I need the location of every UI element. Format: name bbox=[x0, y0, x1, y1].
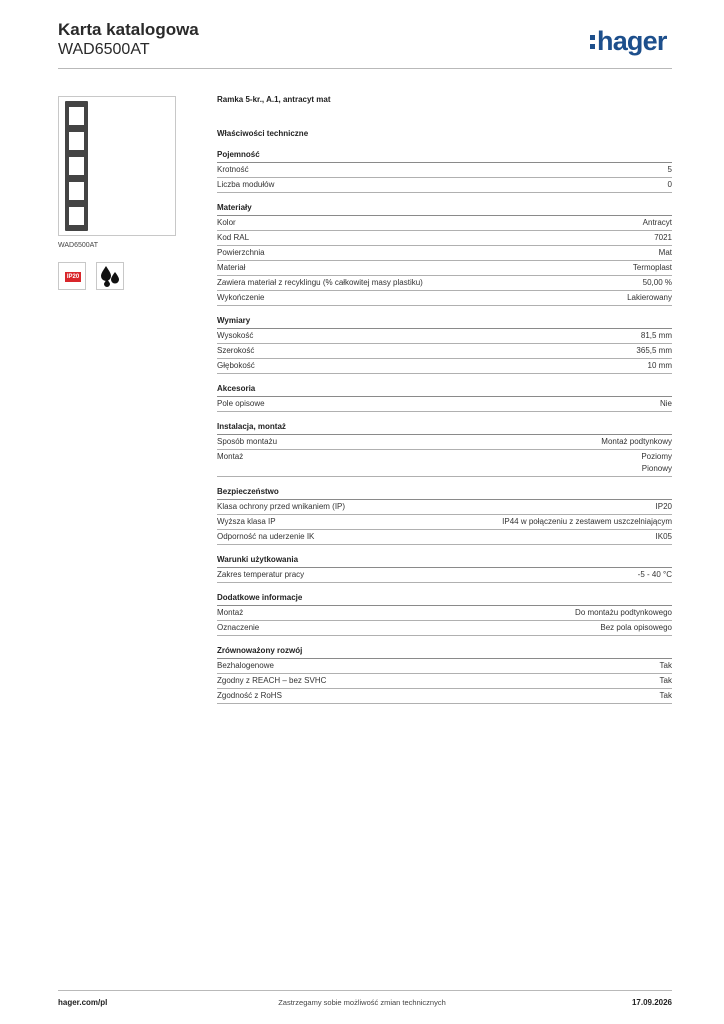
spec-value: Tak bbox=[659, 676, 672, 685]
spec-row bbox=[217, 568, 672, 583]
spec-value-cell bbox=[660, 675, 672, 687]
spec-value: IP20 bbox=[655, 502, 672, 511]
section-title: Właściwości techniczne bbox=[217, 129, 309, 138]
spec-value-cell bbox=[636, 345, 672, 357]
spec-value-cell bbox=[648, 360, 672, 372]
spec-value: 0 bbox=[667, 180, 672, 189]
spec-row bbox=[217, 178, 672, 193]
spec-value-cell bbox=[654, 232, 672, 244]
footer-website: hager.com/pl bbox=[58, 998, 108, 1007]
specification-area bbox=[217, 94, 672, 704]
spec-value: 50,00 % bbox=[642, 278, 672, 287]
spec-row bbox=[217, 291, 672, 306]
spec-value-cell bbox=[656, 501, 672, 513]
spec-value-cell bbox=[660, 660, 672, 672]
spec-value: 10 mm bbox=[647, 361, 672, 370]
spec-value: -5 - 40 °C bbox=[637, 570, 672, 579]
spec-value: Tak bbox=[659, 661, 672, 670]
spec-value-cell bbox=[668, 179, 672, 191]
spec-group bbox=[217, 383, 672, 412]
spec-value: Termoplast bbox=[632, 263, 672, 272]
spec-label: Wyższa klasa IP bbox=[217, 517, 276, 526]
spec-group bbox=[217, 421, 672, 477]
spec-label: Klasa ochrony przed wnikaniem (IP) bbox=[217, 502, 346, 511]
spec-value-cell bbox=[638, 569, 672, 581]
spec-value: IK05 bbox=[655, 532, 672, 541]
spec-row bbox=[217, 515, 672, 530]
spec-label: Bezhalogenowe bbox=[217, 661, 274, 670]
spec-groups bbox=[217, 149, 672, 704]
spec-label: Montaż bbox=[217, 608, 244, 617]
spec-group bbox=[217, 149, 672, 193]
hager-logo bbox=[590, 26, 667, 56]
spec-label: Zgodny z REACH – bez SVHC bbox=[217, 676, 327, 685]
spec-label: Montaż bbox=[217, 452, 244, 461]
spec-row bbox=[217, 530, 672, 545]
footer-date: 17.09.2026 bbox=[631, 998, 672, 1007]
spec-value-cell bbox=[633, 262, 672, 274]
spec-row bbox=[217, 344, 672, 359]
frame-5-gang-icon bbox=[65, 101, 88, 231]
spec-label: Głębokość bbox=[217, 361, 255, 370]
spec-row bbox=[217, 276, 672, 291]
spec-value: Mat bbox=[658, 248, 672, 257]
spec-group bbox=[217, 315, 672, 374]
spec-value-cell bbox=[627, 292, 672, 304]
document-header bbox=[58, 20, 199, 59]
spec-label: Kolor bbox=[217, 218, 236, 227]
spec-row bbox=[217, 621, 672, 636]
spec-value-cell bbox=[502, 516, 672, 528]
spec-label: Zakres temperatur pracy bbox=[217, 570, 305, 579]
spec-row bbox=[217, 674, 672, 689]
spec-value: Poziomy bbox=[641, 452, 672, 461]
spec-label: Kod RAL bbox=[217, 233, 250, 242]
spec-label: Krotność bbox=[217, 165, 249, 174]
spec-group bbox=[217, 645, 672, 704]
spec-value-cell bbox=[601, 436, 672, 448]
product-name: Ramka 5-kr., A.1, antracyt mat bbox=[217, 95, 331, 104]
spec-row bbox=[217, 163, 672, 178]
spec-label: Liczba modułów bbox=[217, 180, 275, 189]
spec-value-cell bbox=[600, 622, 672, 634]
spec-value: 5 bbox=[667, 165, 672, 174]
spec-value: Tak bbox=[659, 691, 672, 700]
group-title: Zrównoważony rozwój bbox=[217, 645, 672, 659]
spec-value-cell bbox=[575, 607, 672, 619]
spec-row bbox=[217, 231, 672, 246]
spec-value-cell bbox=[660, 690, 672, 702]
group-title: Dodatkowe informacje bbox=[217, 592, 672, 606]
spec-row bbox=[217, 450, 672, 477]
spec-row bbox=[217, 689, 672, 704]
group-title: Bezpieczeństwo bbox=[217, 486, 672, 500]
spec-label: Oznaczenie bbox=[217, 623, 260, 632]
spec-value: 365,5 mm bbox=[636, 346, 672, 355]
spec-row bbox=[217, 435, 672, 450]
spec-value-cell bbox=[660, 398, 672, 410]
ip20-icon bbox=[58, 262, 86, 290]
spec-value-cell bbox=[659, 247, 672, 259]
spec-label: Zawiera materiał z recyklingu (% całkowitej masy plastiku) bbox=[217, 278, 423, 287]
spec-label: Wysokość bbox=[217, 331, 254, 340]
spec-value: 7021 bbox=[654, 233, 672, 242]
spec-label: Zgodność z RoHS bbox=[217, 691, 282, 700]
spec-group bbox=[217, 202, 672, 306]
spec-value-secondary: Pionowy bbox=[641, 464, 672, 473]
product-image bbox=[58, 96, 176, 236]
footer-divider bbox=[58, 990, 672, 991]
spec-row bbox=[217, 359, 672, 374]
group-title: Pojemność bbox=[217, 149, 672, 163]
spec-value: Do montażu podtynkowego bbox=[575, 608, 672, 617]
spec-row bbox=[217, 329, 672, 344]
spec-label: Sposób montażu bbox=[217, 437, 278, 446]
spec-value: 81,5 mm bbox=[640, 331, 672, 340]
spec-label: Wykończenie bbox=[217, 293, 265, 302]
spec-value-cell bbox=[656, 531, 672, 543]
spec-label: Szerokość bbox=[217, 346, 255, 355]
header-divider bbox=[58, 68, 672, 69]
group-title: Akcesoria bbox=[217, 383, 672, 397]
spec-row bbox=[217, 261, 672, 276]
spec-label: Powierzchnia bbox=[217, 248, 265, 257]
spec-label: Materiał bbox=[217, 263, 246, 272]
water-drops-icon bbox=[96, 262, 124, 290]
logo-text: hager bbox=[597, 26, 667, 56]
spec-value: Antracyt bbox=[642, 218, 672, 227]
group-title: Instalacja, montaż bbox=[217, 421, 672, 435]
spec-row bbox=[217, 397, 672, 412]
spec-value: Montaż podtynkowy bbox=[601, 437, 672, 446]
group-title: Materiały bbox=[217, 202, 672, 216]
spec-value: Bez pola opisowego bbox=[600, 623, 672, 632]
spec-value-cell bbox=[643, 217, 672, 229]
spec-row bbox=[217, 246, 672, 261]
spec-group bbox=[217, 554, 672, 583]
group-title: Warunki użytkowania bbox=[217, 554, 672, 568]
spec-row bbox=[217, 659, 672, 674]
spec-label: Pole opisowe bbox=[217, 399, 265, 408]
spec-value-cell bbox=[668, 164, 672, 176]
footer-disclaimer: Zastrzegamy sobie możliwość zmian technicznych bbox=[278, 998, 446, 1007]
spec-value-cell bbox=[643, 277, 672, 289]
spec-value: IP44 w połączeniu z zestawem uszczelniającym bbox=[502, 517, 672, 526]
spec-value-cell bbox=[641, 330, 672, 342]
spec-value: Nie bbox=[659, 399, 672, 408]
spec-row bbox=[217, 500, 672, 515]
group-title: Wymiary bbox=[217, 315, 672, 329]
spec-row bbox=[217, 216, 672, 231]
spec-group bbox=[217, 592, 672, 636]
document-title: Karta katalogowa bbox=[58, 20, 199, 39]
spec-value-cell bbox=[641, 451, 672, 475]
logo-dots-icon bbox=[590, 33, 595, 52]
spec-group bbox=[217, 486, 672, 545]
image-caption: WAD6500AT bbox=[58, 242, 99, 249]
spec-row bbox=[217, 606, 672, 621]
ip-badge: IP20 bbox=[66, 274, 80, 280]
product-code: WAD6500AT bbox=[58, 41, 150, 58]
spec-value: Lakierowany bbox=[627, 293, 672, 302]
spec-label: Odporność na uderzenie IK bbox=[217, 532, 315, 541]
